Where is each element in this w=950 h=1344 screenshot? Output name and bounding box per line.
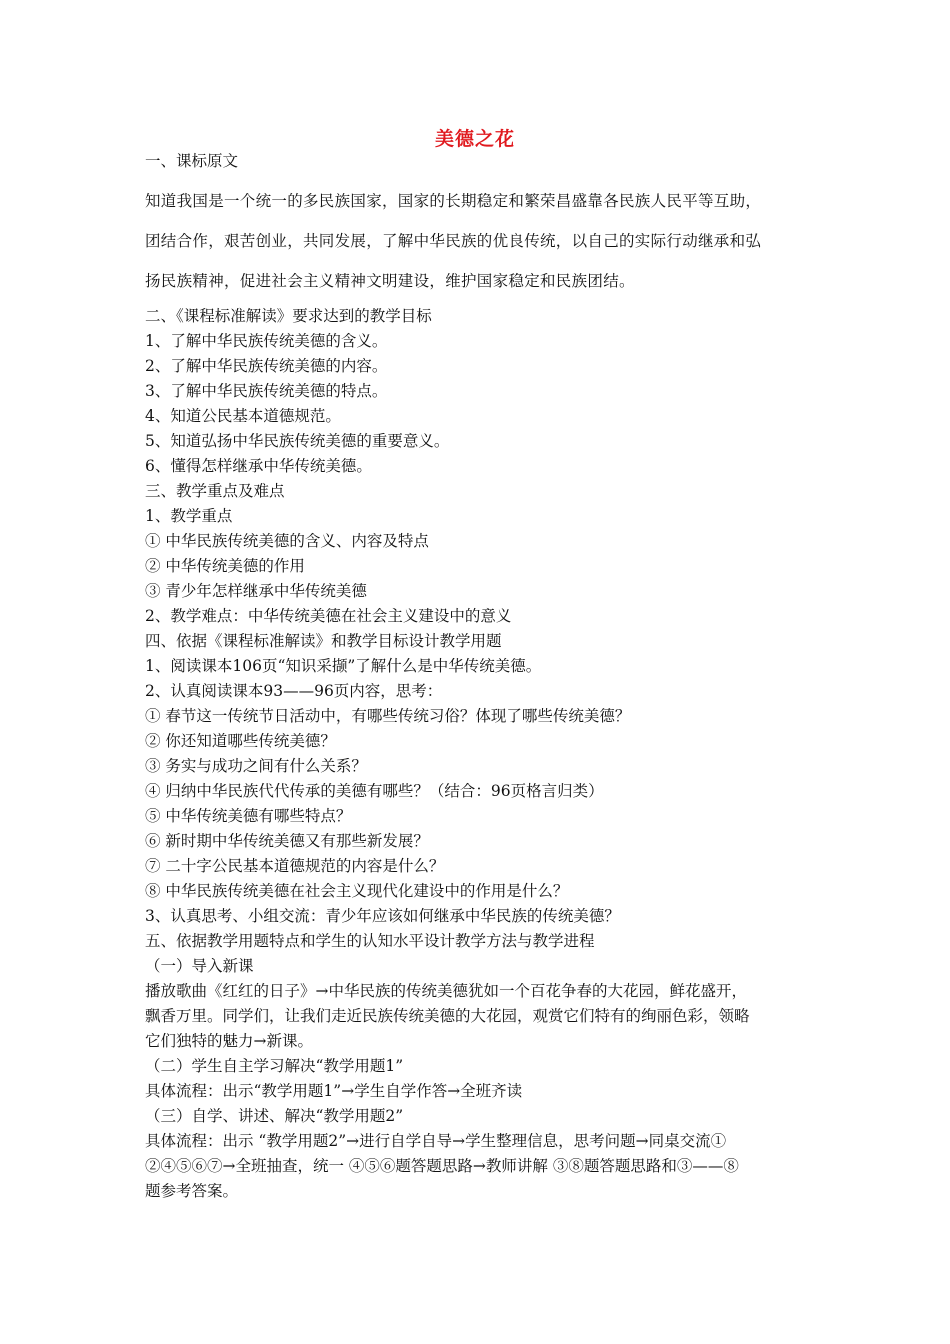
question-2: 2、认真阅读课本93——96页内容，思考： — [145, 682, 443, 700]
question-1: 1、阅读课本106页“知识采撷”了解什么是中华传统美德。 — [145, 657, 542, 675]
part1-line: 播放歌曲《红红的日子》→中华民族的传统美德犹如一个百花争春的大花园，鲜花盛开， — [145, 982, 747, 1000]
sub-question: ② 你还知道哪些传统美德？ — [145, 732, 336, 750]
goal-item: 6、懂得怎样继承中华传统美德。 — [145, 457, 372, 475]
part2-heading: （二）学生自主学习解决“教学用题1” — [145, 1057, 404, 1075]
sub-question: ⑦ 二十字公民基本道德规范的内容是什么？ — [145, 857, 445, 875]
section3-heading: 三、教学重点及难点 — [145, 482, 285, 500]
section1-heading: 一、课标原文 — [145, 152, 239, 170]
part3-heading: （三）自学、讲述、解决“教学用题2” — [145, 1107, 404, 1125]
part1-heading: （一）导入新课 — [145, 957, 254, 975]
section2-heading: 二、《课程标准解读》要求达到的教学目标 — [145, 307, 432, 325]
key-point: ② 中华传统美德的作用 — [145, 557, 305, 575]
goal-item: 3、了解中华民族传统美德的特点。 — [145, 382, 388, 400]
key-point: ① 中华民族传统美德的含义、内容及特点 — [145, 532, 429, 550]
sub-question: ③ 务实与成功之间有什么关系？ — [145, 757, 367, 775]
section4-heading: 四、依据《课程标准解读》和教学目标设计教学用题 — [145, 632, 502, 650]
part2-line: 具体流程：出示“教学用题1”→学生自学作答→全班齐读 — [145, 1082, 523, 1100]
part1-line: 它们独特的魅力→新课。 — [145, 1032, 313, 1050]
question-3: 3、认真思考、小组交流：青少年应该如何继承中华民族的传统美德？ — [145, 907, 620, 925]
section1-para-line-1: 知道我国是一个统一的多民族国家，国家的长期稳定和繁荣昌盛靠各民族人民平等互助， — [145, 192, 762, 210]
part3-line: ②④⑤⑥⑦→全班抽查，统一 ④⑤⑥题答题思路→教师讲解 ③⑧题答题思路和③——⑧ — [145, 1157, 739, 1175]
part1-line: 飘香万里。同学们，让我们走近民族传统美德的大花园，观赏它们特有的绚丽色彩，领略 — [145, 1007, 750, 1025]
key-points-heading: 1、教学重点 — [145, 507, 233, 525]
sub-question: ④ 归纳中华民族代代传承的美德有哪些？（结合：96页格言归类） — [145, 782, 604, 800]
document-title: 美德之花 — [434, 128, 515, 150]
section1-para-line-3: 扬民族精神，促进社会主义精神文明建设，维护国家稳定和民族团结。 — [145, 272, 635, 290]
sub-question: ⑥ 新时期中华传统美德又有那些新发展？ — [145, 832, 429, 850]
sub-question: ① 春节这一传统节日活动中，有哪些传统习俗？体现了哪些传统美德？ — [145, 707, 631, 725]
goal-item: 4、知道公民基本道德规范。 — [145, 407, 341, 425]
key-point: ③ 青少年怎样继承中华传统美德 — [145, 582, 367, 600]
goal-item: 2、了解中华民族传统美德的内容。 — [145, 357, 388, 375]
goal-item: 1、了解中华民族传统美德的含义。 — [145, 332, 388, 350]
part3-line: 题参考答案。 — [145, 1182, 239, 1200]
sub-question: ⑤ 中华传统美德有哪些特点？ — [145, 807, 352, 825]
section5-heading: 五、依据教学用题特点和学生的认知水平设计教学方法与教学进程 — [145, 932, 595, 950]
part3-line: 具体流程：出示 “教学用题2”→进行自学自导→学生整理信息，思考问题→同桌交流① — [145, 1132, 727, 1150]
sub-question: ⑧ 中华民族传统美德在社会主义现代化建设中的作用是什么？ — [145, 882, 569, 900]
section1-para-line-2: 团结合作，艰苦创业，共同发展，了解中华民族的优良传统，以自己的实际行动继承和弘 — [145, 232, 762, 250]
goal-item: 5、知道弘扬中华民族传统美德的重要意义。 — [145, 432, 450, 450]
difficulty-line: 2、教学难点：中华传统美德在社会主义建设中的意义 — [145, 607, 512, 625]
